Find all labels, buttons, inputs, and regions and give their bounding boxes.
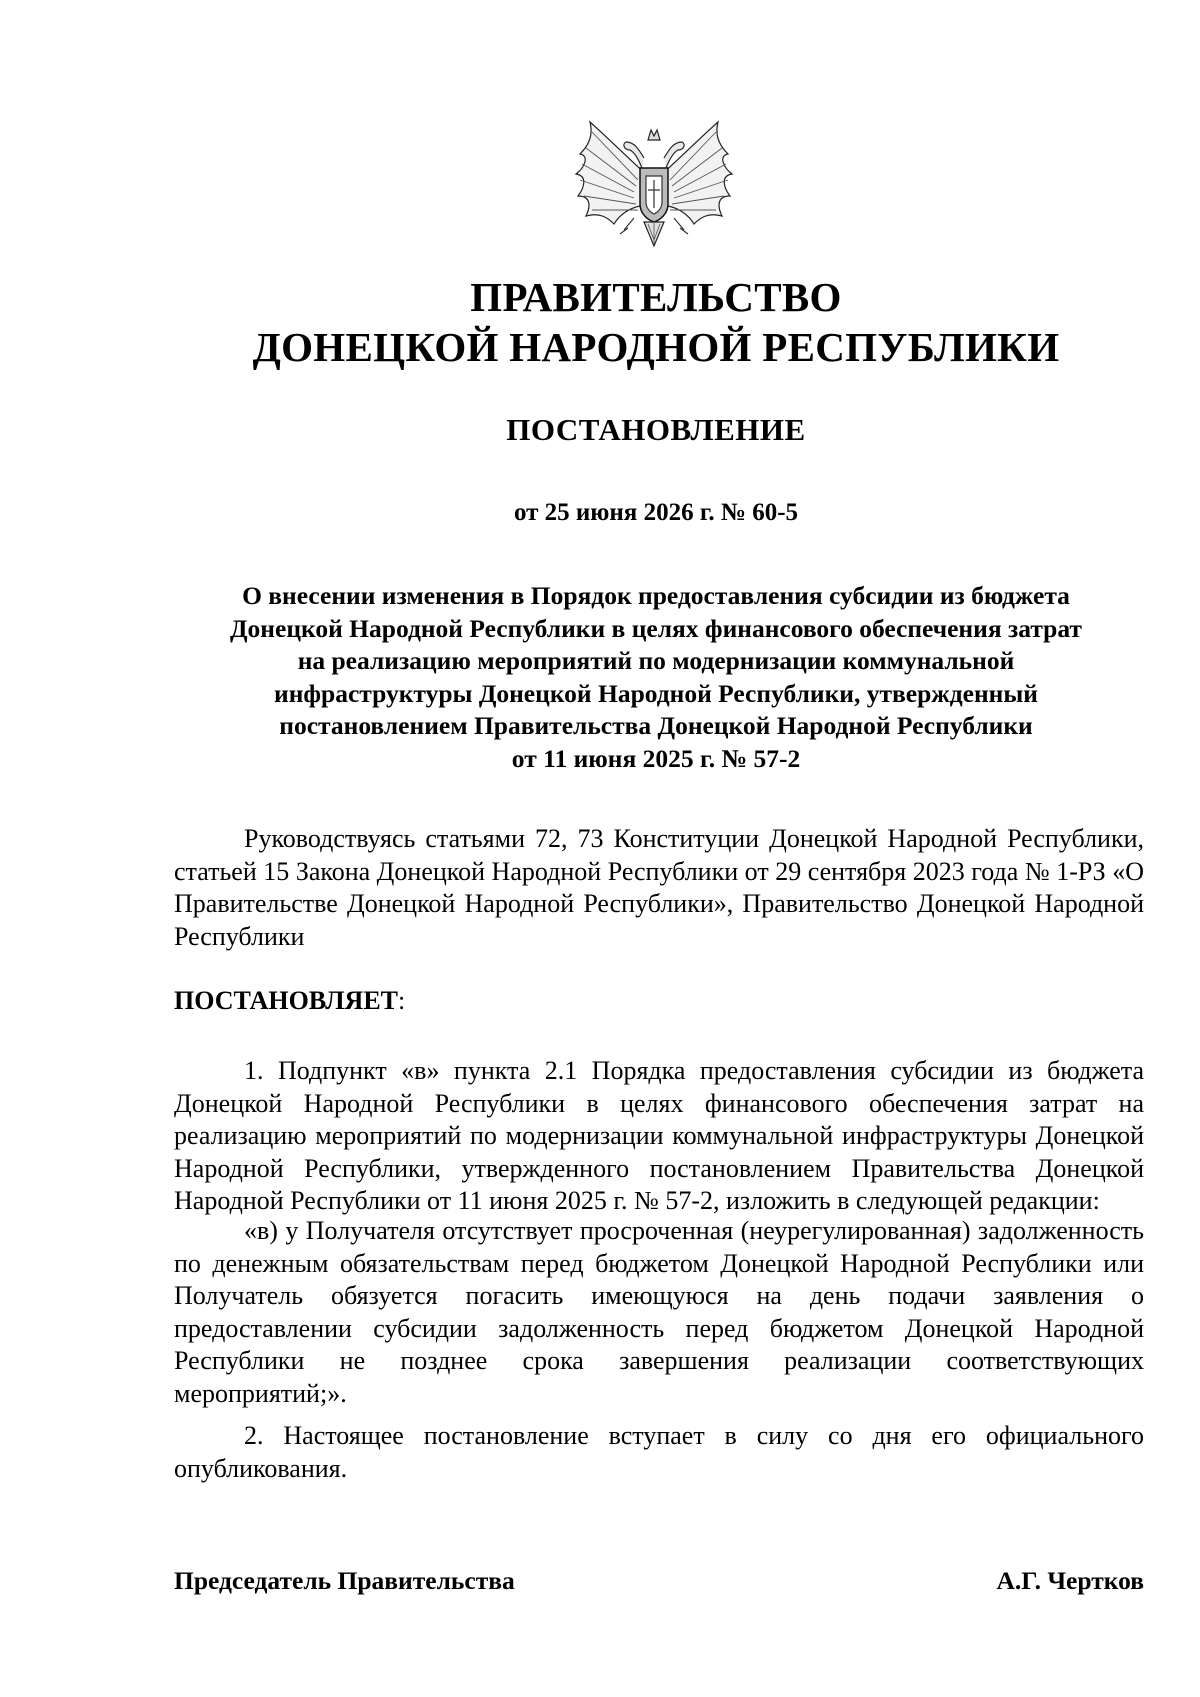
subject-line: инфраструктуры Донецкой Народной Республики, утвержденный — [274, 678, 1038, 708]
preamble-paragraph: Руководствуясь статьями 72, 73 Конституции Донецкой Народной Республики, статьей 15 Закона Донецкой Народной Республики от 29 сентября 2023 года № 1-РЗ «О Правительстве Донецкой Народной Республики», Правительство Донецкой Народной Республики — [174, 824, 1144, 951]
item-1-quoted-text: «в) у Получателя отсутствует просроченная (неурегулированная) задолженность по денежным обязательствам перед бюджетом Донецкой Народной Республики или Получатель обязуется погасить имеющуюся на день подачи заявления о предоставлении субсидии задолженность перед бюджетом Донецкой Народной Республики не позднее срока завершения реализации соответствующих мероприятий;». — [174, 1216, 1144, 1408]
document-type: ПОСТАНОВЛЕНИЕ — [506, 412, 806, 447]
resolves-word: ПОСТАНОВЛЯЕТ — [174, 986, 398, 1015]
subject-line: О внесении изменения в Порядок предоставления субсидии из бюджета — [242, 581, 1070, 610]
item-1-paragraph: 1. Подпункт «в» пункта 2.1 Порядка предоставления субсидии из бюджета Донецкой Народной Республики в целях финансового обеспечения затрат на реализацию мероприятий по модернизации коммунальной инфраструктуры Донецкой Народной Республики, утвержденного постановлением Правительства Донецкой Народной Республики от 11 июня 2025 г. № 57-2, изложить в следующей редакции: — [174, 1056, 1144, 1215]
document-date-number: от 25 июня 2026 г. № 60-5 — [513, 499, 799, 526]
government-title-line1: ПРАВИТЕЛЬСТВО — [470, 274, 842, 320]
coat-of-arms-icon — [568, 118, 740, 254]
subject-line: постановлением Правительства Донецкой Народной Республики — [279, 711, 1033, 740]
signatory-name: А.Г. Чертков — [996, 1566, 1144, 1595]
item-2-paragraph: 2. Настоящее постановление вступает в силу со дня его официального опубликования. — [174, 1421, 1144, 1483]
signatory-position: Председатель Правительства — [174, 1566, 515, 1595]
subject-line: Донецкой Народной Республики в целях финансового обеспечения затрат — [230, 613, 1082, 643]
government-title — [160, 272, 1152, 372]
subject-line: на реализацию мероприятий по модернизации коммунальной — [297, 646, 1015, 675]
resolves-colon: : — [398, 986, 406, 1015]
subject-line: от 11 июня 2025 г. № 57-2 — [511, 743, 801, 773]
government-title-line2: ДОНЕЦКОЙ НАРОДНОЙ РЕСПУБЛИКИ — [252, 324, 1060, 370]
document-subject — [160, 580, 1152, 775]
resolves-heading — [174, 985, 1144, 1018]
